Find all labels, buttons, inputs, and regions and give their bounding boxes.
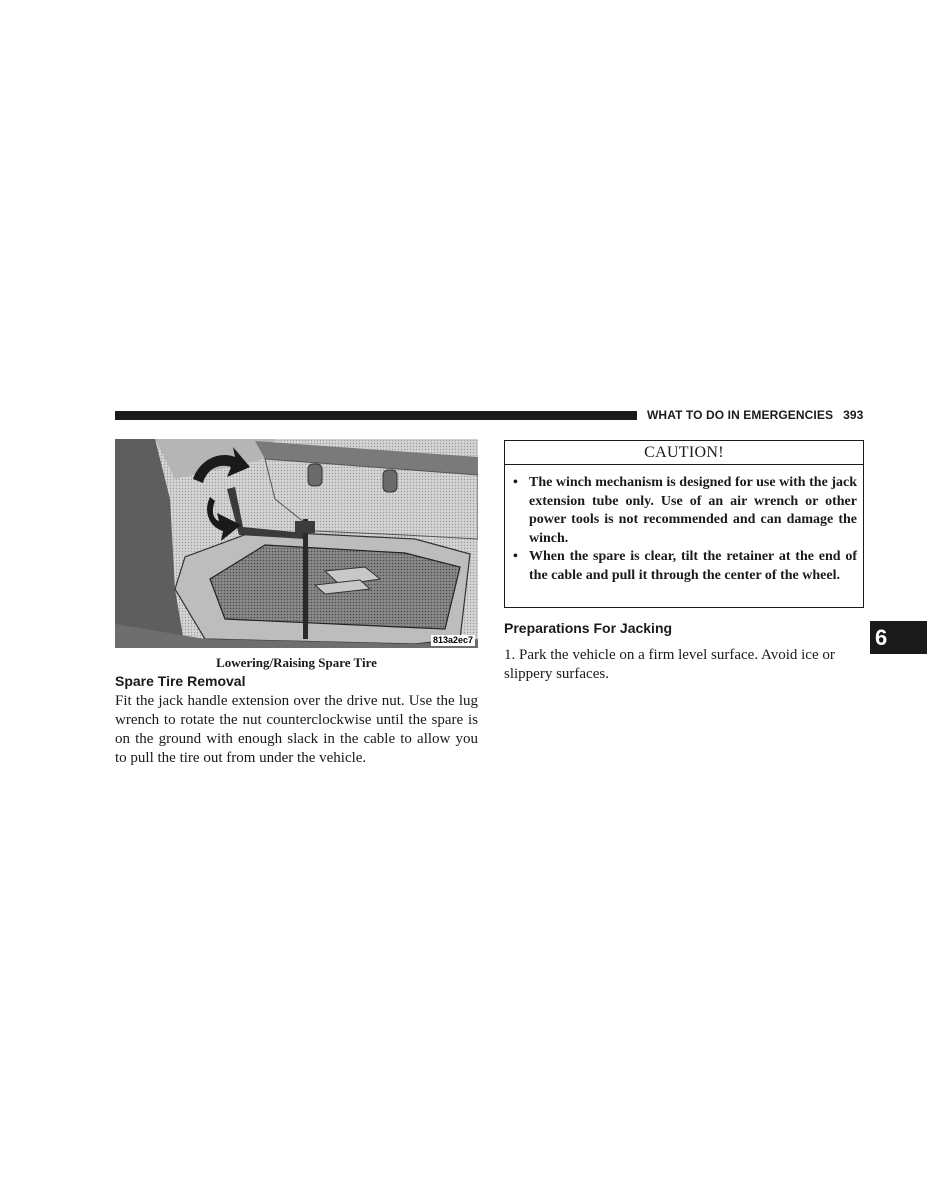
figure-caption: Lowering/Raising Spare Tire xyxy=(216,655,377,670)
running-header xyxy=(647,408,863,422)
caution-title: CAUTION! xyxy=(505,441,863,465)
spare-tire-removal-text: Fit the jack handle extension over the drive nut. Use the lug wrench to rotate the nut counterclockwise until the spare is on the ground with enough slack in the cable to allow you to pull the tire out from under the vehicle. xyxy=(115,693,478,766)
preparations-heading: Preparations For Jacking xyxy=(504,620,673,636)
bullet-icon: • xyxy=(513,475,518,490)
caution-item: • When the spare is clear, tilt the retainer at the end of the cable and pull it through the center of the wheel. xyxy=(513,549,857,583)
trunk-spare-tire-illustration xyxy=(115,439,478,648)
bullet-icon: • xyxy=(513,549,518,564)
spare-tire-removal-heading: Spare Tire Removal xyxy=(115,673,246,689)
chapter-tab: 6 xyxy=(870,621,927,654)
caution-item: • The winch mechanism is designed for use with the jack extension tube only. Use of an air wrench or other power tools is not recommended and can damage the winch. xyxy=(513,475,857,546)
header-rule xyxy=(115,411,637,420)
figure-code: 813a2ec7 xyxy=(432,635,473,645)
section-title: WHAT TO DO IN EMERGENCIES xyxy=(647,408,834,422)
caution-list xyxy=(505,465,863,585)
preparations-text: 1. Park the vehicle on a firm level surface. Avoid ice or slippery surfaces. xyxy=(504,647,835,682)
page-number: 393 xyxy=(843,408,864,422)
caution-box xyxy=(504,440,864,608)
